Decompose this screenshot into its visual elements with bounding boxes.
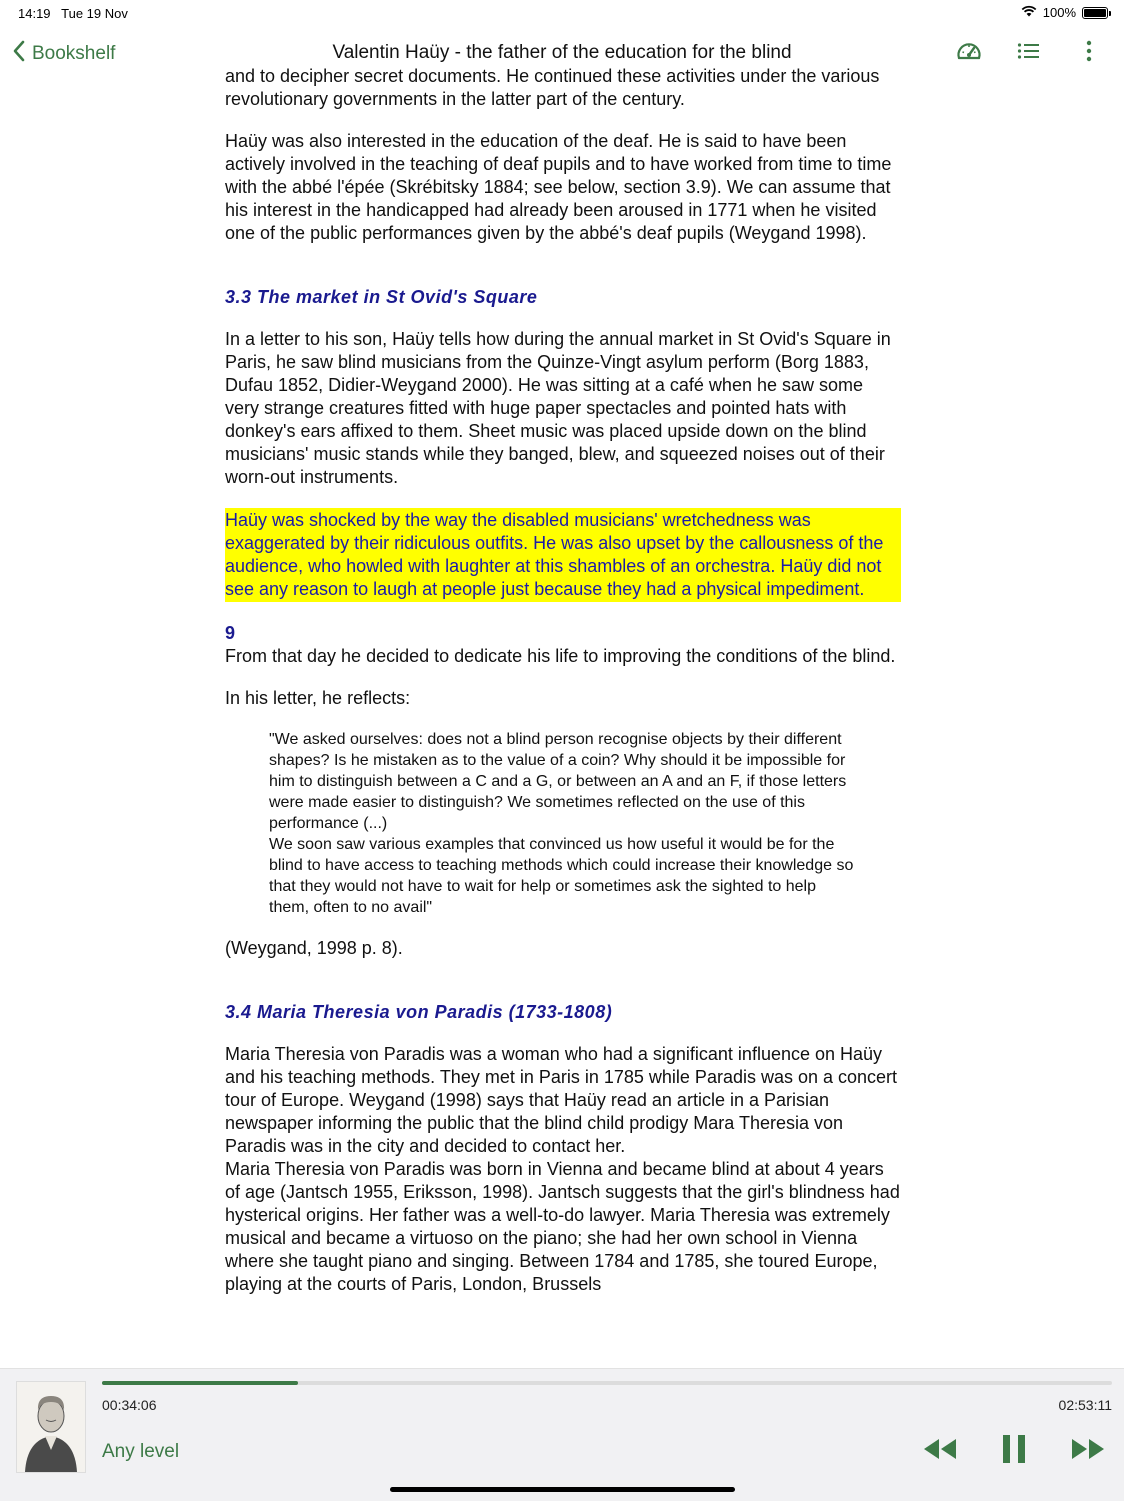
chevron-left-icon [12,40,26,68]
playback-speed-button[interactable] [956,40,982,66]
status-time: 14:19 Tue 19 Nov [18,6,128,21]
more-options-button[interactable] [1076,40,1102,66]
navigation-level-button[interactable]: Any level [102,1441,180,1462]
paragraph: Maria Theresia von Paradis was born in Vienna and became blind at about 4 years of age (Jantsch 1955, Eriksson, 1998). Jantsch suggests that the girl's blindness had hysterical origins. Her father was a well-to-do lawyer. Maria Theresia was extremely musical and became a virtuoso on the piano; she had her own school in Vienna where she taught piano and singing. Between 1784 and 1785, she toured Europe, playing at the courts of Paris, London, Brussels [225,1159,900,1294]
playback-progress-fill [102,1381,298,1385]
back-button[interactable] [12,40,115,68]
nav-actions [956,40,1102,66]
wifi-icon [1021,5,1037,20]
quote-part: We soon saw various examples that convinced us how useful it would be for the blind to have access to teaching methods which could increase their knowledge so that they would not have to wait for help or sometimes ask the sighted to help them, often to no avail" [269,836,854,916]
book-title: Valentin Haüy - the father of the education for the blind [332,42,792,63]
total-time: 02:53:11 [1058,1397,1112,1413]
battery-icon [1082,7,1108,19]
status-bar [0,0,1124,26]
pause-icon [1001,1434,1027,1469]
citation: (Weygand, 1998 p. 8). [225,938,403,958]
speedometer-icon [956,40,982,67]
table-of-contents-button[interactable] [1016,40,1042,66]
page-number: 9 [225,623,236,643]
elapsed-time: 00:34:06 [102,1397,157,1413]
portrait-image [17,1382,85,1472]
paragraph: In his letter, he reflects: [225,688,411,708]
battery-percent: 100% [1042,5,1076,20]
block-quote [269,729,859,918]
quote-part: "We asked ourselves: does not a blind person recognise objects by their different shapes? Is he mistaken as to the value of a coin? Why should it be impossible for him to distinguish between a C and a G, or between an A and an F, if those letters were made easier to distinguish? We sometimes reflected on the use of this performance (...) [269,731,847,832]
book-text [225,65,901,1315]
playback-progress-bar[interactable] [102,1381,1112,1385]
paragraph: and to decipher secret documents. He continued these activities under the various revolutionary governments in the latter part of the century. [225,66,880,109]
home-indicator[interactable] [390,1487,735,1492]
audio-player [0,1368,1124,1501]
paragraph: Maria Theresia von Paradis was a woman who had a significant influence on Haüy and his teaching methods. They met in Paris in 1785 while Paradis was on a concert tour of Europe. Weygand (1998) says that Haüy read an article in a Parisian newspaper informing the public that the blind child prodigy Mara Theresia von Paradis was in the city and decided to contact her. [225,1044,898,1156]
back-button-label: Bookshelf [32,43,116,64]
pause-button[interactable] [994,1435,1034,1467]
paragraph: From that day he decided to dedicate his life to improving the conditions of the blind. [225,646,896,666]
reading-view[interactable] [0,66,1124,1368]
paragraph: Haüy was also interested in the education of the deaf. He is said to have been actively involved in the teaching of deaf pupils and to have worked from time to time with the abbé l'épée (Skrébitsky 1884; see below, section 3.9). We can assume that his interest in the handicapped had already been aroused in 1771 when he visited one of the public performances given by the abbé's deaf pupils (Weygand 1998). [225,131,892,243]
status-right [1021,5,1108,20]
list-icon [1017,42,1041,65]
section-heading-3-3: 3.3 The market in St Ovid's Square [225,287,538,307]
more-vertical-icon [1085,40,1093,67]
fast-forward-icon [1070,1437,1106,1466]
rewind-button[interactable] [920,1435,960,1467]
book-cover-thumbnail[interactable] [16,1381,86,1473]
rewind-icon [922,1437,958,1466]
paragraph: In a letter to his son, Haüy tells how during the annual market in St Ovid's Square in Paris, he saw blind musicians from the Quinze-Vingt asylum perform (Borg 1883, Dufau 1852, Didier-Weygand 2000). He was sitting at a café when he saw some very strange creatures fitted with huge paper spectacles and pointed hats with donkey's ears affixed to them. Sheet music was placed upside down on the blind musicians' music stands while they banged, blew, and squeezed noises out of their worn-out instruments. [225,329,891,487]
highlighted-paragraph: Haüy was shocked by the way the disabled musicians' wretchedness was exaggerated by their ridiculous outfits. He was also upset by the callousness of the audience, who howled with laughter at this shambles of an orchestra. Haüy did not see any reason to laugh at people just because they had a physical impediment. [225,508,901,602]
section-heading-3-4: 3.4 Maria Theresia von Paradis (1733-1808) [225,1002,613,1022]
playback-controls [920,1435,1108,1467]
fast-forward-button[interactable] [1068,1435,1108,1467]
